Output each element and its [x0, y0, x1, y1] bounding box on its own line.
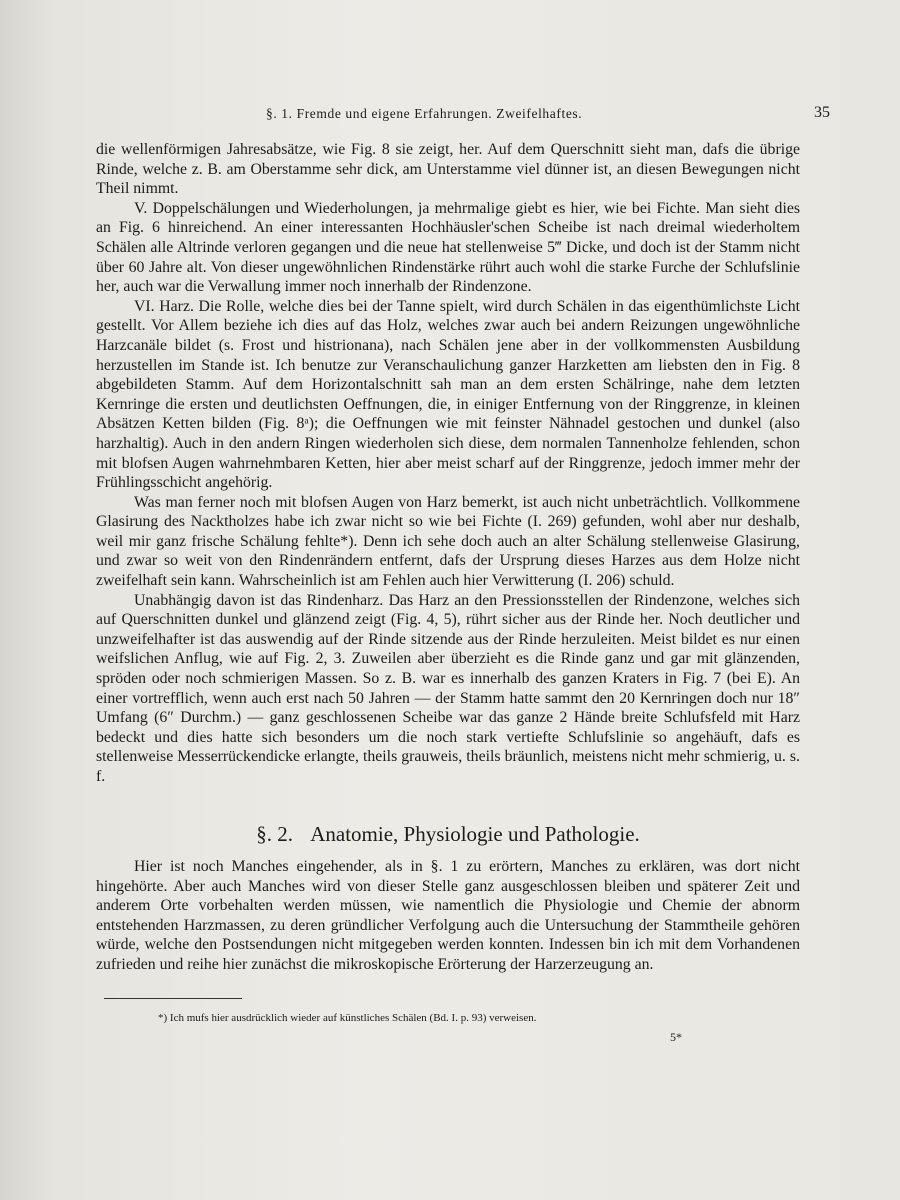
body-text-section	[96, 857, 800, 975]
body-text-top	[96, 140, 800, 787]
paragraph: V. Doppelschälungen und Wiederholungen, ja mehrmalige giebt es hier, wie bei Fichte. Man sieht dies an Fig. 6 hinreichend. An einer interessanten Hochhäusler'schen Scheibe ist nach dreimal wiederholtem Schälen alle Altrinde verloren gegangen und die neue hat stellenweise 5‴ Dicke, und doch ist der Stamm nicht über 60 Jahre alt. Von dieser ungewöhnlichen Rindenstärke rührt auch wohl die starke Furche der Schlufslinie her, auch war die Verwallung immer noch innerhalb der Rindenzone.	[96, 199, 800, 296]
section-number: §. 2.	[256, 822, 293, 846]
paragraph: Hier ist noch Manches eingehender, als in §. 1 zu erörtern, Manches zu erklären, was dort nicht hingehörte. Aber auch Manches wird von dieser Stelle ganz ausgeschlossen bleiben und späterer Zeit und anderem Orte vorbehalten werden müssen, wie namentlich die Physiologie und Chemie der abnorm entstehenden Harzmassen, zu deren gründlicher Verfolgung auch die Untersuchung der Stammtheile gehören würde, welche den Postsendungen nicht mitgegeben werden konnten. Indessen bin ich mit dem Vorhandenen zufrieden und reihe hier zunächst die mikroskopische Erörterung der Harzerzeugung an.	[96, 858, 800, 973]
paragraph: Unabhängig davon ist das Rindenharz. Das Harz an den Pressionsstellen der Rindenzone, welches sich auf Querschnitten dunkel und glänzend zeigt (Fig. 4, 5), rührt sicher aus der Rinde her. Noch deutlicher und unzweifelhafter ist das auswendig auf der Rinde sitzende aus der Rinde herzuleiten. Meist bildet es nur einen weifslichen Anflug, wie auf Fig. 2, 3. Zuweilen aber überzieht es die Rinde ganz und gar mit glänzenden, spröden oder noch schmierigen Massen. So z. B. war es innerhalb des ganzen Kraters in Fig. 7 (bei E). An einer vortrefflich, wenn auch erst nach 50 Jahren — der Stamm hatte sammt den 20 Kernringen doch nur 18″ Umfang (6″ Durchm.) — ganz geschlossenen Scheibe war das ganze 2 Hände breite Schlufsfeld mit Harz bedeckt und dies hatte sich besonders um die noch stark vertiefte Schlufslinie so angehäuft, dafs es stellenweise Messerrückendicke erlangte, theils grauweis, theils bräunlich, meistens nicht mehr schmierig, u. s. f.	[96, 591, 800, 785]
section-title: Anatomie, Physiologie und Pathologie.	[310, 822, 640, 846]
footnote-rule	[104, 998, 242, 999]
page-number: 35	[814, 104, 830, 121]
paragraph: VI. Harz. Die Rolle, welche dies bei der Tanne spielt, wird durch Schälen in das eigenthümlichste Licht gestellt. Vor Allem beziehe ich dies auf das Holz, welches zwar auch bei andern Reizungen ungewöhnliche Harzcanäle bildet (s. Frost und histrionana), nach Schälen jene aber in der vollkommensten Ausbildung herzustellen im Stande ist. Ich benutze zur Veranschaulichung ganzer Harzketten am liebsten den in Fig. 8 abgebildeten Stamm. Auf dem Horizontalschnitt sah man an dem ersten Schälringe, nahe dem letzten Kernringe die ersten und deutlichsten Oeffnungen, die, in einiger Entfernung von der Ringgrenze, in kleinen Absätzen Ketten bilden (Fig. 8ᵃ); die Oeffnungen wie mit feinster Nähnadel gestochen und dunkel (also harzhaltig). Auch in den andern Ringen wiederholen sich diese, dem normalen Tannenholze fehlenden, schon mit blofsen Augen wahrnehmbaren Ketten, hier aber meist scharf auf der Ringgrenze, jedoch immer mehr der Frühlingsschicht angehörig.	[96, 297, 800, 492]
footnote: *) Ich mufs hier ausdrücklich wieder auf künstliches Schälen (Bd. I. p. 93) verweisen.	[158, 1012, 537, 1024]
paragraph: die wellenförmigen Jahresabsätze, wie Fig. 8 sie zeigt, her. Auf dem Querschnitt sieht man, dafs die übrige Rinde, welche z. B. am Oberstamme sehr dick, am Unterstamme viel dünner ist, an diesen Bewegungen nicht Theil nimmt.	[96, 141, 800, 198]
running-title: §. 1. Fremde und eigene Erfahrungen. Zweifelhaftes.	[266, 106, 583, 121]
printer-signature: 5*	[670, 1030, 682, 1044]
paragraph: Was man ferner noch mit blofsen Augen von Harz bemerkt, ist auch nicht unbeträchtlich. Vollkommene Glasirung des Nacktholzes habe ich zwar nicht so wie bei Fichte (I. 269) gefunden, wohl aber nur deshalb, weil mir ganz frische Schälung fehlte*). Denn ich sehe doch auch an alter Schälung stellenweise Glasirung, und zwar so weit von den Rindenrändern entfernt, dafs der Ursprung dieses Harzes aus dem Holze nicht zweifelhaft sein kann. Wahrscheinlich ist am Fehlen auch hier Verwitterung (I. 206) schuld.	[96, 493, 800, 590]
running-header	[96, 104, 830, 126]
section-heading	[96, 822, 800, 847]
